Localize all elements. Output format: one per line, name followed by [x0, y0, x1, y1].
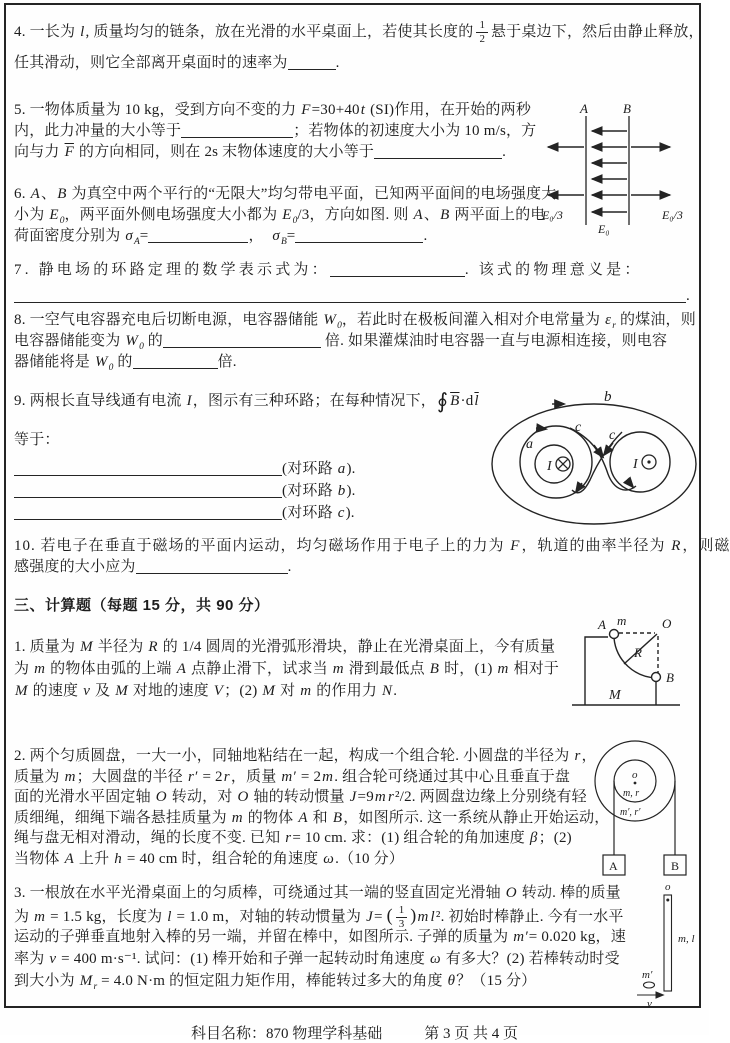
plane-lines: [586, 116, 629, 225]
question-7-line2: .: [14, 286, 690, 307]
calc-3-line2: 为 m = 1.5 kg，长度为 l = 1.0 m，对轴的转动惯量为 J= ( $\frac{1}{3}$ )m l². 初始时棒静止. 今有一水平: [14, 904, 624, 931]
footer-subject: 科目名称：870 物理学科基础: [190, 1026, 383, 1042]
fill-in-blank: [374, 144, 502, 159]
text-segment: r: [285, 830, 292, 846]
text-segment: (: [386, 905, 393, 925]
label-point-B: B: [666, 670, 674, 685]
ball-m-at-B: [652, 673, 661, 682]
text-segment: B: [280, 236, 287, 247]
wire-left-circle: [535, 445, 573, 483]
question-6-line1: 6. A、B 为真空中两个平行的“无限大”均匀带电平面，已知两平面间的电场强度大: [14, 186, 557, 202]
current-out-of-page-icon: [642, 455, 656, 469]
text-segment: 0: [139, 341, 144, 352]
wire-right-circle: [610, 432, 670, 492]
loop-c-arrow-4: [627, 480, 633, 487]
label-loop-a: a: [526, 437, 533, 452]
fill-in-blank: [14, 288, 686, 303]
label-E0-3-right: E₀/3: [662, 208, 683, 222]
label-E0: E₀: [598, 222, 610, 236]
question-4-line1: 4. 一长为 l, 质量均匀的链条，放在光滑的水平桌面上，若使其长度的 $\frac{1}{2}$ 悬于桌边下，然后由静止释放，: [14, 19, 704, 46]
text-segment: ∮: [436, 389, 449, 413]
fill-in-blank: [14, 461, 282, 476]
label-point-A: A: [598, 617, 606, 632]
calc-1-line3: M 的速度 v 及 M 对地的速度 V；(2) M 对 m 的作用力 N.: [15, 683, 398, 699]
question-5-line1: 5. 一物体质量为 10 kg，受到方向不变的力 F=30+40t (SI)作用，在开始的两秒: [14, 102, 532, 118]
text-segment: m: [231, 809, 243, 826]
label-loop-b: b: [604, 389, 612, 405]
diagram-compound-pulley: [590, 735, 704, 883]
block-M-outline: [585, 637, 608, 705]
current-into-page-icon: [556, 457, 570, 471]
text-segment: N: [381, 683, 393, 699]
rod: [664, 895, 672, 991]
label-large-disk: m′, r′: [620, 807, 641, 818]
text-segment: r: [612, 320, 616, 331]
text-segment: m: [322, 768, 334, 785]
fill-in-blank: [163, 333, 321, 348]
label-current-left: I: [547, 459, 552, 474]
footer-page-number: 第 3 页 共 4 页: [424, 1026, 519, 1042]
fill-in-blank: [295, 228, 423, 243]
text-segment: B: [440, 207, 450, 223]
text-segment: σ: [125, 228, 133, 244]
axle-dot: [634, 782, 637, 785]
text-segment: W: [323, 312, 337, 328]
question-9-blank-b: (对环路 b).: [14, 481, 480, 502]
page-footer: [0, 1022, 709, 1043]
label-velocity-v: v: [647, 998, 652, 1010]
fill-in-blank: [14, 505, 282, 520]
question-10-line1: 10. 若电子在垂直于磁场的平面内运动，均匀磁场作用于电子上的力为 F，轨道的曲率半径为 R，则磁: [14, 538, 730, 554]
text-segment: $\overline{F}$: [64, 144, 74, 160]
calc-3-line1: 3. 一根放在水平光滑桌面上的匀质棒，可绕通过其一端的竖直固定光滑轴 O 转动. 棒的质量: [14, 885, 621, 901]
text-segment: r: [223, 768, 230, 785]
text-segment: A: [298, 809, 308, 826]
diagram-current-loops: [482, 388, 704, 530]
calc-2-line6: 当物体 A 上升 h = 40 cm 时，组合轮的角速度 ω.（10 分）: [14, 850, 404, 867]
text-segment: V: [213, 683, 224, 699]
text-segment: θ: [447, 973, 456, 989]
text-segment: F: [301, 102, 311, 118]
text-segment: O: [237, 789, 249, 805]
fill-in-blank: [14, 483, 282, 498]
text-segment: M: [262, 683, 276, 699]
question-7-line1: 7. 静电场的环路定理的数学表示式为： . 该式的物理意义是：: [14, 262, 643, 278]
text-segment: W: [125, 333, 139, 349]
question-5: [14, 100, 536, 163]
question-9-line2: 等于：: [14, 432, 60, 448]
calc-question-3: [14, 882, 626, 992]
fill-in-blank: [136, 559, 288, 574]
text-segment: m: [281, 768, 293, 785]
question-5-line2: 内，此力冲量的大小等于 ；若物体的初速度大小为 10 m/s，方: [14, 123, 537, 139]
text-segment: E: [282, 207, 292, 223]
fraction: $\frac{1}{3}$: [396, 905, 408, 930]
text-segment: m: [34, 661, 46, 677]
question-10: [14, 536, 730, 578]
fill-in-blank: [181, 123, 293, 138]
text-segment: r: [187, 768, 195, 785]
diagram-arc-slider: [572, 612, 708, 738]
calc-1-line2: 为 m 的物体由弧的上端 A 点静止滑下，试求当 m 滑到最低点 B 时，(1) m 相对于: [14, 661, 560, 677]
text-segment: ω: [323, 850, 335, 867]
label-mass-m: m: [617, 613, 627, 628]
text-segment: M: [15, 683, 28, 699]
text-segment: A: [30, 186, 40, 202]
question-8-line2: 电容器储能变为 $W_0$ 的 倍. 如果灌煤油时电容器一直与电源相连接，则电容: [14, 333, 668, 352]
text-segment: β: [529, 830, 538, 846]
label-axis-o: o: [665, 881, 671, 893]
label-loop-c-1: c: [575, 420, 582, 435]
pivot-dot: [666, 899, 669, 902]
text-segment: m: [64, 768, 76, 785]
text-segment: 0: [292, 215, 298, 226]
text-segment: m: [300, 683, 312, 699]
question-8-line3: 器储能将是 $W_0$ 的 倍.: [14, 354, 237, 373]
calc-2-line1: 2. 两个匀质圆盘，一大一小，同轴地粘结在一起，构成一个组合轮. 小圆盘的半径为 r，: [14, 748, 597, 764]
question-4: [14, 11, 704, 74]
label-axle-o: o: [632, 769, 638, 781]
label-bullet-mass: m′: [642, 969, 653, 981]
question-7: [14, 260, 690, 307]
text-segment: F: [510, 538, 521, 554]
text-segment: M: [115, 683, 128, 699]
text-segment: l: [430, 909, 435, 925]
text-segment: l: [80, 24, 85, 40]
diagram-charged-planes: [540, 102, 708, 237]
question-9-blank-a: (对环路 a).: [14, 459, 480, 480]
text-segment: A: [413, 207, 423, 223]
text-segment: t: [360, 102, 366, 118]
text-segment: m: [497, 661, 509, 677]
question-10-line2: 感强度的大小应为 .: [14, 559, 292, 575]
text-segment: ω: [430, 951, 441, 967]
text-segment: m: [332, 661, 344, 677]
text-segment: J: [366, 909, 373, 925]
calc-2-line2: 质量为 m；大圆盘的半径 r′ = 2r，质量 m′ = 2m. 组合轮可绕通过其中心且垂直于盘: [14, 768, 571, 785]
calc-2-line4: 质细绳，细绳下端各悬挂质量为 m 的物体 A 和 B，如图所示. 这一系统从静止开始运动，: [14, 809, 610, 826]
calc-question-2: [14, 746, 610, 869]
calc-3-line3: 运动的子弹垂直地射入棒的另一端，并留在棒中，如图所示. 子弹的质量为 m′= 0.020 kg，速: [14, 929, 626, 945]
loop-c-arrow-1: [594, 445, 603, 457]
question-8-line1: 8. 一空气电容器充电后切断电源，电容器储能 $W_0$，若此时在极板间灌入相对介电常量为 $\varepsilon_r$ 的煤油，则: [14, 312, 696, 331]
text-segment: W: [94, 354, 108, 370]
calc-1-line1: 1. 质量为 M 半径为 R 的 1/4 圆周的光滑弧形滑块，静止在光滑桌面上，今有质量: [14, 639, 556, 655]
question-9-blank-c: (对环路 c).: [14, 503, 480, 524]
label-weight-B: B: [671, 859, 680, 873]
fill-in-blank: [288, 55, 336, 70]
calc-question-1: [14, 636, 559, 702]
calc-2-line5: 绳与盘无相对滑动，绳的长度不变. 已知 r= 10 cm. 求：(1) 组合轮的角加速度 β；(2): [14, 830, 572, 846]
text-segment: r: [574, 748, 581, 764]
label-plane-A: A: [580, 101, 588, 116]
bullet-shape: [644, 982, 655, 988]
text-segment: R: [148, 639, 158, 655]
text-segment: r: [387, 789, 394, 805]
fraction: $\frac{1}{2}$: [476, 20, 488, 45]
label-center-O: O: [662, 616, 672, 631]
label-plane-B: B: [623, 101, 631, 116]
calc-3-line5: 到大小为 $M_r = 4.0$ N·m 的恒定阻力矩作用，棒能转过多大的角度 θ？（15 分）: [14, 973, 537, 992]
label-small-disk: m, r: [623, 788, 640, 799]
text-segment: c: [337, 505, 345, 521]
question-8: [14, 310, 696, 373]
text-segment: E: [49, 207, 59, 223]
text-segment: J: [349, 789, 357, 805]
label-loop-c-2: c: [609, 428, 616, 443]
text-segment: R: [671, 538, 682, 554]
text-segment: A: [176, 661, 187, 677]
label-weight-A: A: [609, 859, 618, 873]
text-segment: r: [93, 981, 98, 992]
diagram-rod-bullet: [632, 878, 710, 1008]
label-radius-R: R: [634, 645, 642, 660]
calc-2-line3: 面的光滑水平固定轴 O 转动，对 O 轴的转动惯量 J=9m r²/2. 两圆盘边缘上分别绕有轻: [14, 789, 587, 805]
question-5-line3: 向与力 $\overline{F}$ 的方向相同，则在 2s 末物体速度的大小等于 .: [14, 144, 507, 160]
text-segment: a: [337, 461, 346, 477]
text-segment: b: [337, 483, 346, 499]
label-E0-3-left: E₀/3: [542, 208, 563, 222]
loop-b: [492, 404, 696, 524]
text-segment: v: [49, 951, 57, 967]
field-arrows: [548, 131, 670, 212]
text-segment: M: [79, 973, 93, 989]
question-6-line3: 荷面密度分别为 $\sigma_A=$ ， $\sigma_B=$ .: [14, 228, 428, 247]
text-segment: m: [417, 909, 429, 925]
fill-in-blank: [148, 228, 248, 243]
text-segment: 0: [108, 362, 114, 373]
text-segment: A: [133, 236, 140, 247]
question-6: [14, 184, 556, 247]
text-segment: v: [83, 683, 91, 699]
loop-a-arrow: [536, 428, 546, 429]
text-segment: h: [114, 850, 122, 867]
label-block-M: M: [609, 688, 621, 703]
question-9-line1: 9. 两根长直导线通有电流 I，图示有三种环路；在每种情况下，∮ $\overline{B}\cdot d\overline{l}$: [14, 389, 479, 413]
text-segment: B: [429, 661, 440, 677]
text-segment: 0: [59, 215, 65, 226]
label-current-right: I: [633, 457, 638, 472]
text-segment: B: [57, 186, 67, 202]
text-segment: B: [332, 809, 343, 826]
text-segment: m: [374, 789, 386, 805]
text-segment: σ: [272, 228, 280, 244]
text-segment: m: [34, 909, 46, 925]
text-segment: 0: [337, 320, 342, 331]
text-segment: ): [410, 905, 417, 925]
text-segment: l: [167, 909, 172, 925]
text-segment: ε: [605, 312, 612, 328]
label-rod-ml: m, l: [678, 933, 695, 945]
text-segment: A: [64, 850, 74, 867]
text-segment: $\overline{B}$: [450, 393, 460, 409]
section-3-heading: 三、计算题（每题 15 分，共 90 分）: [14, 597, 270, 614]
ball-m-at-A: [610, 630, 619, 639]
text-segment: m: [513, 929, 525, 945]
text-segment: O: [505, 885, 517, 901]
question-6-line2: 小为 $E_0$，两平面外侧电场强度大小都为 $E_0/3$，方向如图. 则 A、B 两平面上的电: [14, 207, 546, 226]
calc-3-line4: 率为 v = 400 m·s⁻¹. 试问：(1) 棒开始和子弹一起转动时角速度 ω 有多大？(2) 若棒转动时受: [14, 951, 620, 967]
text-segment: O: [155, 789, 167, 805]
question-4-line2: 任其滑动，则它全部离开桌面时的速率为 .: [14, 55, 340, 71]
loop-c-curve-1: [570, 428, 636, 490]
fill-in-blank: [330, 262, 465, 277]
question-9: [14, 388, 480, 524]
text-segment: M: [80, 639, 93, 655]
fill-in-blank: [133, 354, 218, 369]
text-segment: $\overline{l}$: [474, 393, 479, 409]
text-segment: I: [186, 393, 192, 409]
